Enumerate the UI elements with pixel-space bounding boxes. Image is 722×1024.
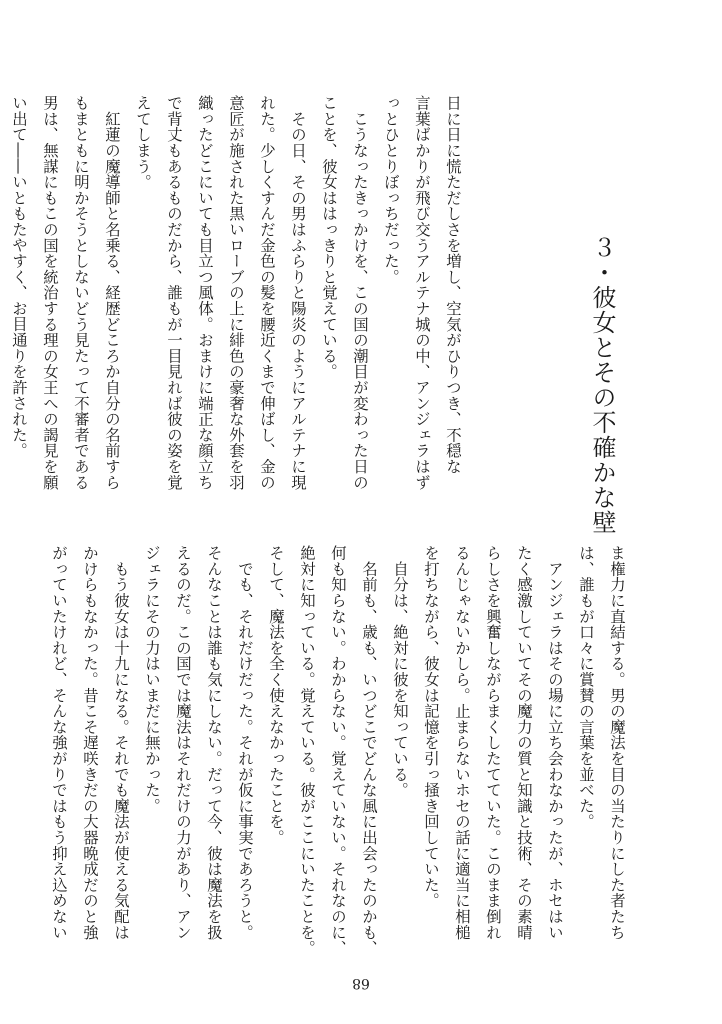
text-line: もう彼女は十九になる。それでも魔法が使える気配は [112, 545, 130, 940]
text-line: 織ったどこにいても目立つ風体。おまけに端正な顔立ち [196, 95, 214, 490]
text-line: そんなことは誰も気にしない。だって今、彼は魔法を扱 [205, 545, 223, 940]
text-line: ジェラにその力はいまだに無かった。 [143, 545, 161, 814]
text-line: ことを、彼女ははっきりと覚えている。 [320, 95, 338, 380]
text-line: 何も知らない。わからない。覚えていない。それなのに、 [329, 545, 347, 956]
page-number: 68 [352, 975, 370, 991]
text-line: 言葉ばかりが飛び交うアルテナ城の中、アンジェラはず [413, 95, 431, 490]
text-line: もまともに明かそうとしないどう見たって不審者である [72, 95, 90, 490]
lower-text-block [52, 545, 632, 965]
text-line: 男は、無謀にもこの国を統治する理の女王への謁見を願 [41, 95, 59, 490]
text-line: えるのだ。この国では魔法はそれだけの力があり、アン [174, 545, 192, 940]
text-line: がっていたけれど、そんな強がりではもう抑え込めない [50, 545, 68, 940]
text-line: 日に日に慌ただしさを増し、空気がひりつき、不穏な [444, 95, 462, 475]
text-line: かけらもなかった。昔こそ遅咲きだの大器晩成だのと強 [81, 545, 99, 940]
text-line: っとひとりぼっちだった。 [382, 95, 400, 285]
text-line: そして、魔法を全く使えなかったことを。 [267, 545, 285, 846]
text-line: でも、それだけだった。それが仮に事実であろうと。 [236, 545, 254, 940]
text-line [0, 95, 3, 515]
text-line: を打ちながら、彼女は記憶を引っ掻き回していた。 [422, 545, 440, 909]
text-line: るんじゃないかしら。止まらないホセの話に適当に相槌 [453, 545, 471, 940]
chapter-heading: ３・彼女とその不確かな壁 [588, 235, 616, 535]
text-line: ま権力に直結する。男の魔法を目の当たりにした者たち [608, 545, 626, 940]
text-line: たく感激していてその魔力の質と知識と技術、その素晴 [515, 545, 533, 940]
text-line: は、誰もが口々に賞賛の言葉を並べた。 [577, 545, 595, 830]
text-line: アンジェラはその場に立ち会わなかったが、ホセはい [546, 545, 564, 940]
text-line: 自分は、絶対に彼を知っている。 [391, 545, 409, 798]
text-line: その日、その男はふらりと陽炎のようにアルテナに現 [289, 95, 307, 490]
text-line: 絶対に知っている。覚えている。彼がここにいたことを。 [298, 545, 316, 956]
text-line: えてしまう。 [134, 95, 152, 190]
text-line: こうなったきっかけを、この国の潮目が変わった日の [351, 95, 369, 490]
text-line: い出て――いともたやすく、お目通りを許された。 [10, 95, 28, 459]
text-line: らしさを興奮しながらまくしたてていた。このまま倒れ [484, 545, 502, 940]
text-line: 意匠が施された黒いローブの上に緋色の豪奢な外套を羽 [227, 95, 245, 490]
upper-text-block [0, 95, 468, 515]
text-line: で背丈もあるものだから、誰もが一目見れば彼の姿を覚 [165, 95, 183, 490]
text-line: 紅蓮の魔導師と名乗る、経歴どころか自分の名前すら [103, 95, 121, 490]
text-line: 名前も、歳も、いつどこでどんな風に出会ったのかも、 [360, 545, 378, 956]
text-line: れた。少しくすんだ金色の髪を腰近くまで伸ばし、金の [258, 95, 276, 490]
